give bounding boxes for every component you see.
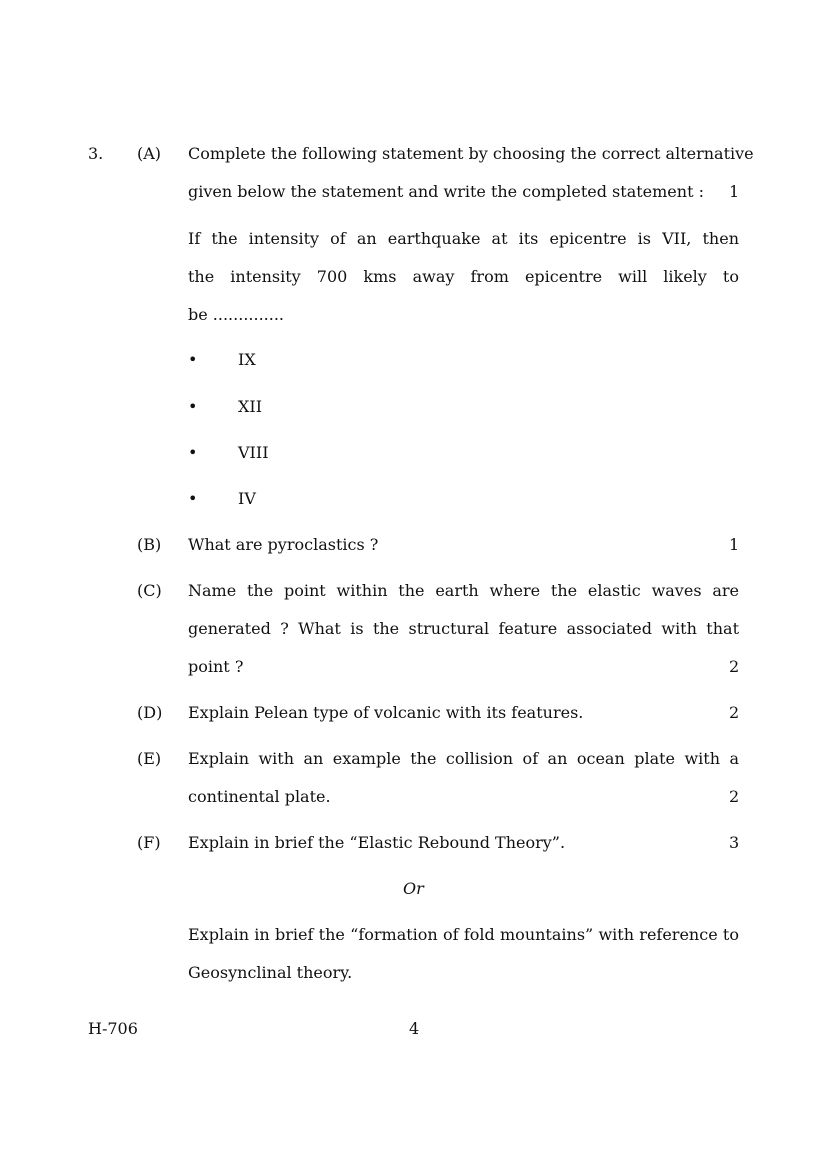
part-b-line-1: What are pyroclastics ? xyxy=(188,535,379,554)
part-d-line-1: Explain Pelean type of volcanic with its features. xyxy=(188,703,584,722)
page-number: 4 xyxy=(409,1019,420,1038)
part-a-marks: 1 xyxy=(729,182,740,201)
bullet-icon: • xyxy=(188,397,198,416)
option-2: XII xyxy=(238,397,263,416)
bullet-icon: • xyxy=(188,443,198,462)
part-b-label: (B) xyxy=(137,535,162,554)
part-d-marks: 2 xyxy=(729,703,740,722)
part-f-marks: 3 xyxy=(729,833,740,852)
part-e-marks: 2 xyxy=(729,787,740,806)
part-c-label: (C) xyxy=(137,581,162,600)
part-a-statement-line-2: the intensity 700 kms away from epicentre will likely to xyxy=(188,267,739,286)
part-c-line-1: Name the point within the earth where the elastic waves are xyxy=(188,581,739,600)
part-a-statement-line-1: If the intensity of an earthquake at its epicentre is VII, then xyxy=(188,229,739,248)
part-a-instruction-line-2: given below the statement and write the completed statement : xyxy=(188,182,704,201)
or-separator: Or xyxy=(403,879,424,898)
part-f-alt-line-2: Geosynclinal theory. xyxy=(188,963,353,982)
question-number: 3. xyxy=(88,144,104,163)
part-c-line-2: generated ? What is the structural feature associated with that xyxy=(188,619,739,638)
paper-code: H-706 xyxy=(88,1019,138,1038)
part-f-alt-line-1: Explain in brief the “formation of fold mountains” with reference to xyxy=(188,925,739,944)
part-e-label: (E) xyxy=(137,749,162,768)
part-c-marks: 2 xyxy=(729,657,740,676)
bullet-icon: • xyxy=(188,489,198,508)
part-a-statement-line-3: be .............. xyxy=(188,305,284,324)
option-4: IV xyxy=(238,489,256,508)
part-e-line-2: continental plate. xyxy=(188,787,331,806)
option-3: VIII xyxy=(238,443,269,462)
part-c-line-3: point ? xyxy=(188,657,244,676)
part-f-line-1: Explain in brief the “Elastic Rebound Theory”. xyxy=(188,833,566,852)
part-d-label: (D) xyxy=(137,703,163,722)
part-a-instruction-line-1: Complete the following statement by choosing the correct alternative xyxy=(188,144,754,163)
option-1: IX xyxy=(238,350,256,369)
part-f-label: (F) xyxy=(137,833,161,852)
part-b-marks: 1 xyxy=(729,535,740,554)
part-e-line-1: Explain with an example the collision of an ocean plate with a xyxy=(188,749,739,768)
bullet-icon: • xyxy=(188,350,198,369)
part-a-label: (A) xyxy=(137,144,162,163)
